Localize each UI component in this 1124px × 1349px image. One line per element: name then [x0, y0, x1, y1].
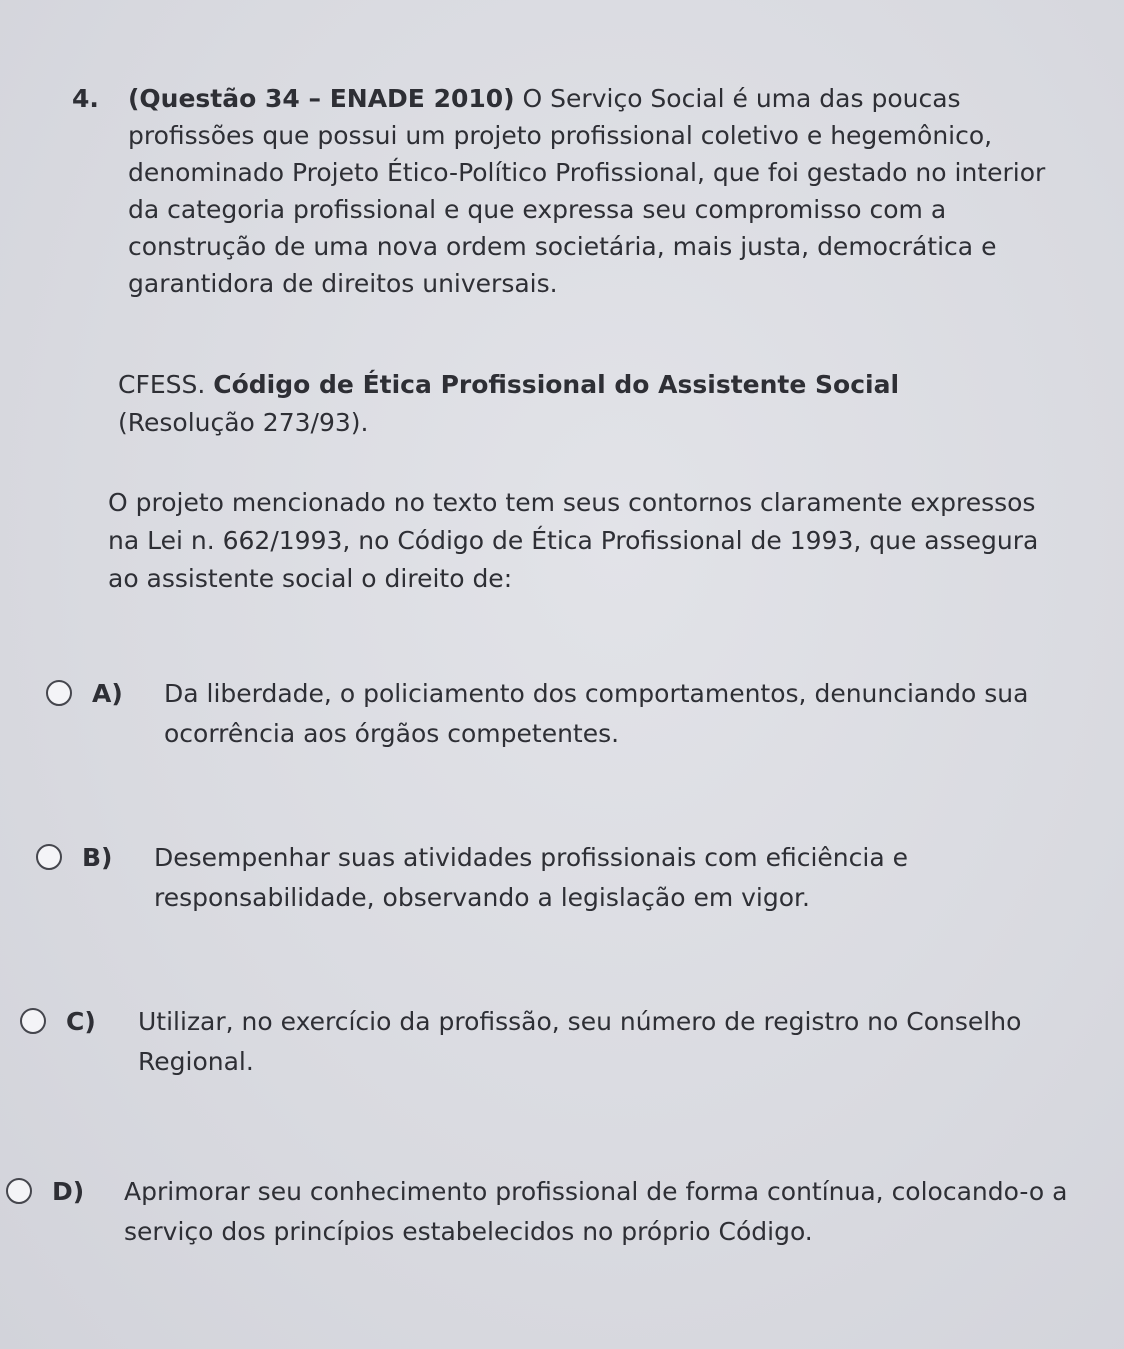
option-letter: C): [66, 1007, 96, 1036]
option-a[interactable]: [46, 674, 1074, 754]
option-text: Da liberdade, o policiamento dos comportamentos, denunciando sua ocorrência aos órgãos competentes.: [164, 679, 1029, 748]
radio-button-d[interactable]: [6, 1178, 32, 1204]
question-header: [72, 80, 1072, 302]
question-number: 4.: [72, 84, 99, 113]
citation-suffix: (Resolução 273/93).: [118, 408, 369, 437]
question-block: [72, 80, 1072, 302]
option-text: Aprimorar seu conhecimento profissional de forma contínua, colocando-o a serviço dos princípios estabelecidos no próprio Código.: [124, 1177, 1068, 1246]
option-d[interactable]: [6, 1172, 1074, 1252]
question-source: (Questão 34 – ENADE 2010): [128, 84, 515, 113]
citation-prefix: CFESS.: [118, 370, 214, 399]
radio-button-a[interactable]: [46, 680, 72, 706]
citation-title: Código de Ética Profissional do Assistente Social: [213, 370, 900, 399]
option-b[interactable]: [36, 838, 1064, 918]
option-letter: D): [52, 1177, 85, 1206]
option-letter: A): [92, 679, 123, 708]
option-letter: B): [82, 843, 113, 872]
radio-button-b[interactable]: [36, 844, 62, 870]
question-statement-block: [128, 80, 1063, 302]
option-c[interactable]: [20, 1002, 1048, 1082]
option-text: Desempenhar suas atividades profissionais com eficiência e responsabilidade, observando a legislação em vigor.: [154, 843, 908, 912]
radio-button-c[interactable]: [20, 1008, 46, 1034]
citation: [118, 366, 1018, 442]
option-text: Utilizar, no exercício da profissão, seu número de registro no Conselho Regional.: [138, 1007, 1022, 1076]
question-statement: O Serviço Social é uma das poucas profissões que possui um projeto profissional coletivo e hegemônico, denominado Projeto Ético-Político Profissional, que foi gestado no interior da categoria profissional e que expressa seu compromisso com a construção de uma nova ordem societária, mais justa, democrática e garantidora de direitos universais.: [128, 84, 1046, 298]
question-prompt: O projeto mencionado no texto tem seus contornos claramente expressos na Lei n. 662/1993, no Código de Ética Profissional de 1993, que assegura ao assistente social o direito de:: [108, 488, 1039, 593]
